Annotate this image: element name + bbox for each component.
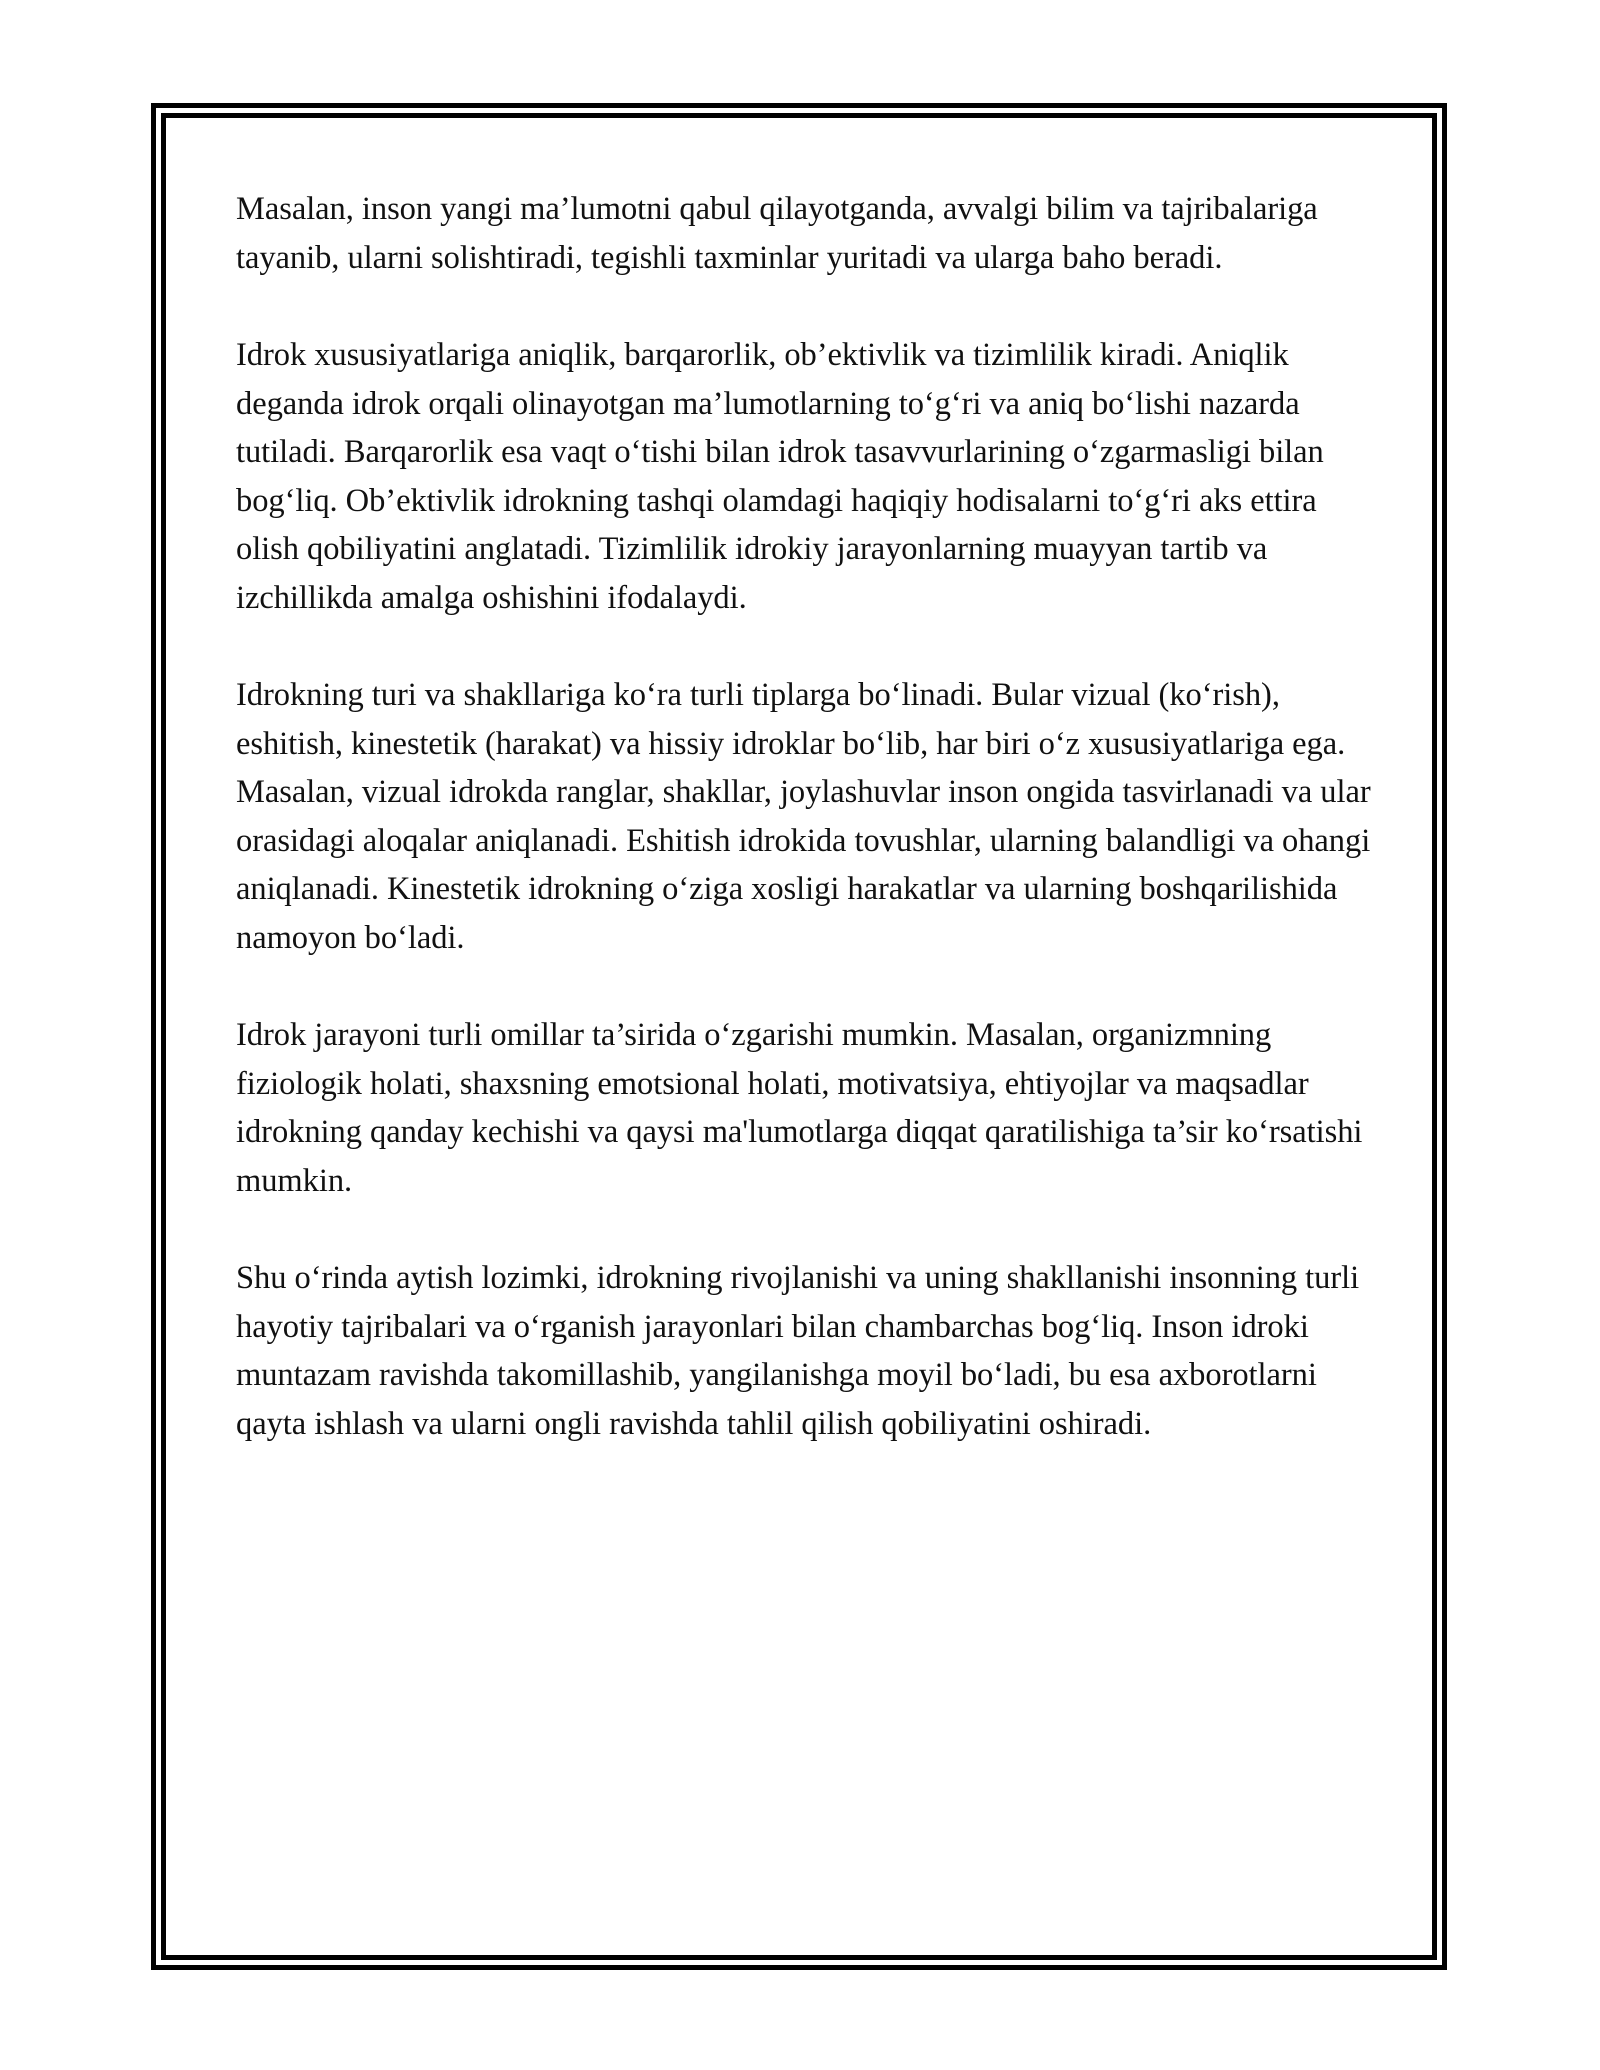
document-body	[236, 185, 1376, 1497]
paragraph-5: Shu o‘rinda aytish lozimki, idrokning rivojlanishi va uning shakllanishi insonning turli hayotiy tajribalari va o‘rganish jarayonlari bilan chambarchas bog‘liq. Inson idroki muntazam ravishda takomillashib, yangilanishga moyil bo‘ladi, bu esa axborotlarni qayta ishlash va ularni ongli ravishda tahlil qilish qobiliyatini oshiradi.	[236, 1260, 1360, 1442]
paragraph-2: Idrok xususiyatlariga aniqlik, barqarorlik, ob’ektivlik va tizimlilik kiradi. Aniqlik deganda idrok orqali olinayotgan ma’lumotlarning to‘g‘ri va aniq bo‘lishi nazarda tutiladi. Barqarorlik esa vaqt o‘tishi bilan idrok tasavvurlarining o‘zgarmasligi bilan bog‘liq. Ob’ektivlik idrokning tashqi olamdagi haqiqiy hodisalarni to‘g‘ri aks ettira olish qobiliyatini anglatadi. Tizimlilik idrokiy jarayonlarning muayyan tartib va izchillikda amalga oshishini ifodalaydi.	[236, 337, 1324, 616]
paragraph-3: Idrokning turi va shakllariga ko‘ra turli tiplarga bo‘linadi. Bular vizual (ko‘rish), eshitish, kinestetik (harakat) va hissiy idroklar bo‘lib, har biri o‘z xususiyatlariga ega. Masalan, vizual idrokda ranglar, shakllar, joylashuvlar inson ongida tasvirlanadi va ular orasidagi aloqalar aniqlanadi. Eshitish idrokida tovushlar, ularning balandligi va ohangi aniqlanadi. Kinestetik idrokning o‘ziga xosligi harakatlar va ularning boshqarilishida namoyon bo‘ladi.	[236, 677, 1371, 956]
paragraph-1: Masalan, inson yangi ma’lumotni qabul qilayotganda, avvalgi bilim va tajribalariga tayanib, ularni solishtiradi, tegishli taxminlar yuritadi va ularga baho beradi.	[236, 191, 1318, 276]
paragraph-4: Idrok jarayoni turli omillar ta’sirida o‘zgarishi mumkin. Masalan, organizmning fiziologik holati, shaxsning emotsional holati, motivatsiya, ehtiyojlar va maqsadlar idrokning qanday kechishi va qaysi ma'lumotlarga diqqat qaratilishiga ta’sir ko‘rsatishi mumkin.	[236, 1017, 1363, 1199]
